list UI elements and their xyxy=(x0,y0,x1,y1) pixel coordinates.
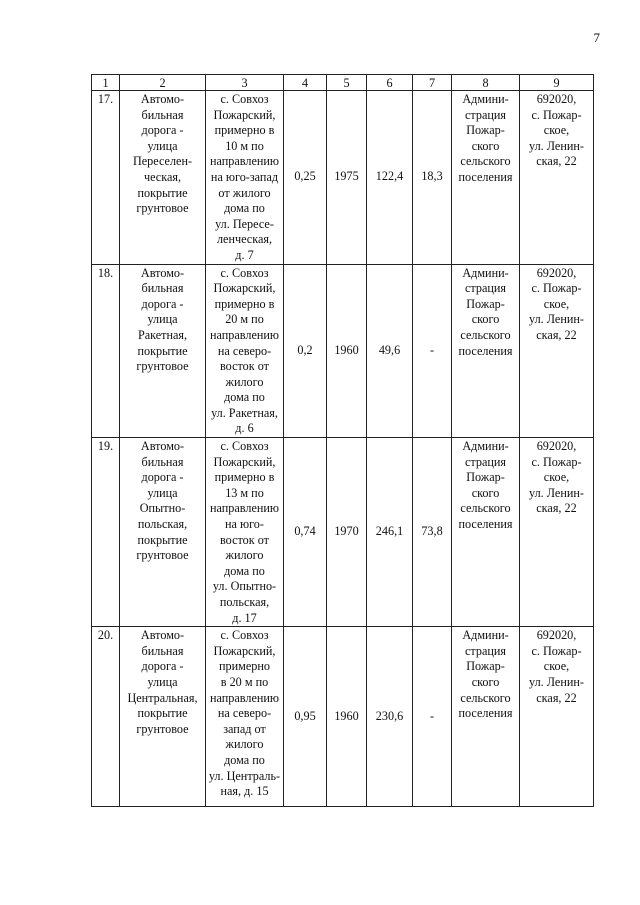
owner-cell xyxy=(452,91,520,265)
road-name-cell-line: Центральная, xyxy=(127,690,198,705)
location-cell-line: Пожарский, xyxy=(213,107,276,122)
location-cell-line: жилого xyxy=(225,737,264,752)
location-cell-line: Пожарский, xyxy=(213,643,276,658)
owner-cell-line: Пожар- xyxy=(466,470,505,485)
road-name-cell-line: грунтовое xyxy=(136,721,189,736)
owner-cell-line: Пожар- xyxy=(466,659,505,674)
location-cell-line: примерно в xyxy=(214,470,275,485)
road-name-cell-line: Ракетная, xyxy=(137,327,188,342)
table-row xyxy=(92,627,594,807)
column-header: 4 xyxy=(284,75,327,91)
address-cell-line: ул. Ленин- xyxy=(529,674,584,689)
page-number: 7 xyxy=(593,30,600,45)
location-cell-line: ул. Ракетная, xyxy=(211,405,278,420)
location-cell-line: дома по xyxy=(224,390,265,405)
address-cell-line: ское, xyxy=(543,470,570,485)
value-cell: - xyxy=(413,264,452,438)
location-cell-line: ленческая, xyxy=(216,232,273,247)
location-cell-line: 10 м по xyxy=(225,138,264,153)
length-cell: 0,2 xyxy=(284,264,327,438)
location-cell-line: жилого xyxy=(225,374,264,389)
location-cell-line: в 20 м по xyxy=(220,674,269,689)
location-cell-line: направлению xyxy=(209,501,280,516)
column-header: 6 xyxy=(367,75,413,91)
location-cell-line: на юго- xyxy=(225,517,264,532)
year-cell: 1975 xyxy=(327,91,367,265)
road-name-cell-line: Автомо- xyxy=(140,628,185,643)
location-cell-line: дома по xyxy=(224,752,265,767)
road-name-cell-line: Автомо- xyxy=(140,439,185,454)
column-header: 3 xyxy=(206,75,284,91)
location-cell-line: д. 7 xyxy=(235,247,254,262)
location-cell-line: примерно в xyxy=(214,123,275,138)
column-header: 7 xyxy=(413,75,452,91)
address-cell-line: ская, 22 xyxy=(536,327,577,342)
column-header: 5 xyxy=(327,75,367,91)
column-header: 1 xyxy=(92,75,120,91)
location-cell-line: дома по xyxy=(224,563,265,578)
road-name-cell-line: грунтовое xyxy=(136,359,189,374)
location-cell-line: от жилого xyxy=(218,185,271,200)
road-name-cell-line: покрытие xyxy=(137,343,188,358)
road-name-cell-line: польская, xyxy=(137,517,188,532)
owner-cell-line: сельского xyxy=(460,690,511,705)
owner-cell-line: сельского xyxy=(460,154,511,169)
owner-cell-line: страция xyxy=(464,454,507,469)
road-name-cell-line: улица xyxy=(147,485,178,500)
location-cell-line: восток от xyxy=(220,359,269,374)
location-cell-line: дома по xyxy=(224,201,265,216)
location-cell-line: ул. Централь- xyxy=(208,768,281,783)
column-header: 8 xyxy=(452,75,520,91)
owner-cell-line: поселения xyxy=(458,169,513,184)
location-cell-line: запад от xyxy=(223,721,266,736)
row-number-cell: 19. xyxy=(92,438,120,627)
location-cell-line: примерно в xyxy=(214,296,275,311)
road-name-cell-line: дорога - xyxy=(141,659,184,674)
owner-cell-line: Админи- xyxy=(462,439,509,454)
road-name-cell xyxy=(120,264,206,438)
owner-cell-line: страция xyxy=(464,281,507,296)
owner-cell-line: Админи- xyxy=(462,265,509,280)
location-cell-line: польская, xyxy=(219,595,270,609)
value-cell: 122,4 xyxy=(367,91,413,265)
location-cell xyxy=(206,91,284,265)
location-cell-line: с. Совхоз xyxy=(220,628,269,643)
location-cell-line: 13 м по xyxy=(225,485,264,500)
location-cell-line: ная, д. 15 xyxy=(220,784,269,799)
road-name-cell-line: бильная xyxy=(141,643,184,658)
value-cell: - xyxy=(413,627,452,807)
owner-cell-line: сельского xyxy=(460,327,511,342)
table-row xyxy=(92,91,594,265)
owner-cell-line: поселения xyxy=(458,706,513,721)
location-cell-line: восток от xyxy=(220,532,269,547)
road-name-cell xyxy=(120,91,206,265)
road-name-cell-line: грунтовое xyxy=(136,201,189,216)
location-cell-line: примерно xyxy=(219,659,270,674)
header-row xyxy=(92,75,594,91)
address-cell-line: 692020, xyxy=(536,92,577,106)
address-cell-line: ское, xyxy=(543,659,570,674)
address-cell-line: 692020, xyxy=(536,439,577,454)
value-cell: 246,1 xyxy=(367,438,413,627)
location-cell-line: с. Совхоз xyxy=(220,265,269,280)
owner-cell-line: страция xyxy=(464,643,507,658)
address-cell-line: ская, 22 xyxy=(536,501,577,516)
address-cell-line: с. Пожар- xyxy=(531,643,582,658)
road-name-cell-line: покрытие xyxy=(137,532,188,547)
road-name-cell-line: покрытие xyxy=(137,185,188,200)
address-cell xyxy=(520,438,594,627)
location-cell xyxy=(206,264,284,438)
owner-cell xyxy=(452,438,520,627)
address-cell-line: ская, 22 xyxy=(536,154,577,169)
address-cell xyxy=(520,627,594,807)
location-cell-line: д. 6 xyxy=(235,421,254,436)
year-cell: 1960 xyxy=(327,264,367,438)
value-cell: 18,3 xyxy=(413,91,452,265)
address-cell-line: 692020, xyxy=(536,628,577,643)
table-row xyxy=(92,438,594,627)
column-header: 9 xyxy=(520,75,594,91)
owner-cell-line: сельского xyxy=(460,501,511,516)
location-cell-line: ул. Пересе- xyxy=(215,216,274,231)
owner-cell xyxy=(452,627,520,807)
owner-cell-line: поселения xyxy=(458,343,513,358)
road-name-cell xyxy=(120,438,206,627)
road-name-cell-line: Переселен- xyxy=(132,154,193,169)
owner-cell-line: Пожар- xyxy=(466,123,505,138)
location-cell xyxy=(206,627,284,807)
year-cell: 1970 xyxy=(327,438,367,627)
owner-cell-line: поселения xyxy=(458,517,513,532)
owner-cell xyxy=(452,264,520,438)
location-cell-line: на юго-запад xyxy=(210,169,279,184)
address-cell xyxy=(520,264,594,438)
location-cell-line: направлению xyxy=(209,327,280,342)
location-cell-line: жилого xyxy=(225,548,264,563)
road-name-cell-line: покрытие xyxy=(137,706,188,721)
owner-cell-line: Админи- xyxy=(462,92,509,106)
road-name-cell-line: дорога - xyxy=(141,470,184,485)
address-cell-line: ул. Ленин- xyxy=(529,312,584,327)
location-cell-line: д. 17 xyxy=(232,610,257,625)
location-cell-line: с. Совхоз xyxy=(220,439,269,454)
road-name-cell-line: Автомо- xyxy=(140,92,185,106)
owner-cell-line: страция xyxy=(464,107,507,122)
owner-cell-line: ского xyxy=(471,485,500,500)
road-name-cell-line: бильная xyxy=(141,281,184,296)
road-name-cell-line: бильная xyxy=(141,454,184,469)
address-cell-line: ское, xyxy=(543,296,570,311)
location-cell xyxy=(206,438,284,627)
column-header: 2 xyxy=(120,75,206,91)
road-name-cell-line: бильная xyxy=(141,107,184,122)
road-name-cell-line: грунтовое xyxy=(136,548,189,563)
location-cell-line: на северо- xyxy=(217,343,272,358)
owner-cell-line: ского xyxy=(471,674,500,689)
location-cell-line: 20 м по xyxy=(225,312,264,327)
road-name-cell-line: улица xyxy=(147,138,178,153)
owner-cell-line: Админи- xyxy=(462,628,509,643)
location-cell-line: Пожарский, xyxy=(213,454,276,469)
row-number-cell: 18. xyxy=(92,264,120,438)
row-number-cell: 17. xyxy=(92,91,120,265)
road-name-cell-line: дорога - xyxy=(141,123,184,138)
address-cell-line: с. Пожар- xyxy=(531,454,582,469)
owner-cell-line: ского xyxy=(471,138,500,153)
row-number-cell: 20. xyxy=(92,627,120,807)
address-cell xyxy=(520,91,594,265)
value-cell: 73,8 xyxy=(413,438,452,627)
address-cell-line: 692020, xyxy=(536,265,577,280)
address-cell-line: ское, xyxy=(543,123,570,138)
location-cell-line: на северо- xyxy=(217,706,272,721)
road-name-cell-line: улица xyxy=(147,674,178,689)
road-name-cell-line: Опытно- xyxy=(139,501,186,516)
address-cell-line: с. Пожар- xyxy=(531,281,582,296)
table-row xyxy=(92,264,594,438)
length-cell: 0,95 xyxy=(284,627,327,807)
length-cell: 0,74 xyxy=(284,438,327,627)
road-name-cell-line: улица xyxy=(147,312,178,327)
location-cell-line: направлению xyxy=(209,154,280,169)
value-cell: 230,6 xyxy=(367,627,413,807)
year-cell: 1960 xyxy=(327,627,367,807)
owner-cell-line: ского xyxy=(471,312,500,327)
location-cell-line: ул. Опытно- xyxy=(212,579,277,594)
location-cell-line: Пожарский, xyxy=(213,281,276,296)
address-cell-line: ул. Ленин- xyxy=(529,485,584,500)
owner-cell-line: Пожар- xyxy=(466,296,505,311)
road-name-cell-line: Автомо- xyxy=(140,265,185,280)
road-name-cell-line: дорога - xyxy=(141,296,184,311)
address-cell-line: ская, 22 xyxy=(536,690,577,705)
length-cell: 0,25 xyxy=(284,91,327,265)
road-name-cell xyxy=(120,627,206,807)
address-cell-line: ул. Ленин- xyxy=(529,138,584,153)
road-name-cell-line: ческая, xyxy=(143,169,182,184)
roads-table xyxy=(91,74,594,807)
location-cell-line: направлению xyxy=(209,690,280,705)
location-cell-line: с. Совхоз xyxy=(220,92,269,106)
value-cell: 49,6 xyxy=(367,264,413,438)
address-cell-line: с. Пожар- xyxy=(531,107,582,122)
